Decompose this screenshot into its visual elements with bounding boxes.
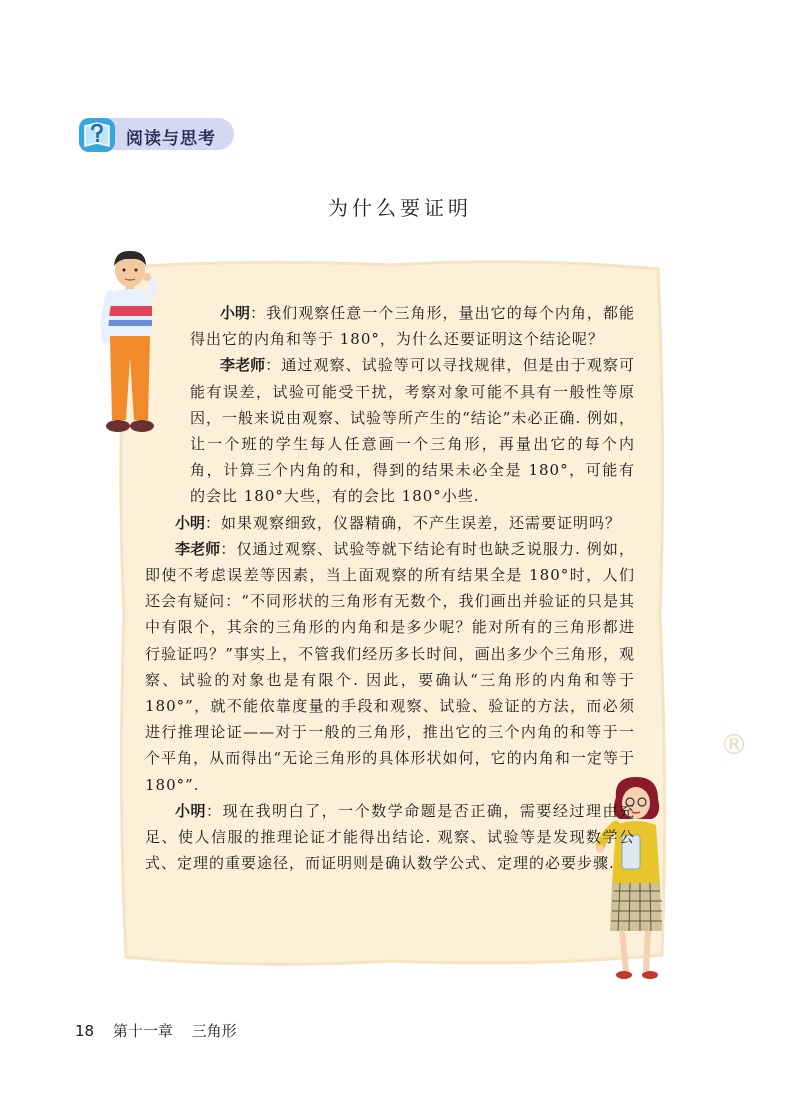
speaker-label: 小明 (175, 513, 206, 532)
dialogue-text: ：现在我明白了，一个数学命题是否正确，需要经过理由充足、使人信服的推理论证才能得出结论. 观察、试验等是发现数学公式、定理的重要途径，而证明则是确认数学公式、定理的必要步骤. (145, 801, 635, 873)
registered-watermark: ® (720, 728, 748, 761)
speaker-label: 李老师 (175, 539, 221, 558)
badge-label: 阅读与思考 (126, 129, 216, 149)
page-footer (75, 1020, 237, 1041)
question-book-icon (78, 116, 116, 154)
chapter-number: 第十一章 (112, 1022, 173, 1040)
chapter-title: 三角形 (191, 1022, 237, 1040)
dialogue-text: ：如果观察细致，仪器精确，不产生误差，还需要证明吗？ (205, 513, 622, 532)
dialogue-paragraph-5 (145, 798, 635, 877)
section-badge (78, 116, 236, 154)
page-title: 为什么要证明 (328, 196, 472, 220)
dialogue-paragraph-4 (145, 536, 635, 798)
dialogue-text: ：我们观察任意一个三角形，量出它的每个内角，都能得出它的内角和等于 180°，为什么还要证明这个结论呢？ (190, 304, 635, 349)
page-number: 18 (75, 1022, 95, 1040)
dialogue-paragraph-2 (145, 352, 635, 509)
dialogue-text: ：仅通过观察、试验等就下结论有时也缺乏说服力. 例如，即使不考虑误差等因素，当上面观察的所有结果全是 180°时，人们还会有疑问：“不同形状的三角形有无数个，我们画出并验证的只是其中有限个，其余的三角形的内角和是多少呢？能对所有的三角形都进行验证吗？”事实上，不管我们经历多长时间，画出多少个三角形，观察、试验的对象也是有限个. 因此，要确认“三角形的内角和等于 180°”，就不能依靠度量的手段和观察、试验、验证的方法，而必须进行推理论证——对于一般的三角形，推出它的三个内角的和等于一个平角，从而得出“无论三角形的具体形状如何，它的内角和一定等于 180°”. (145, 539, 635, 794)
dialogue-paragraph-1 (145, 300, 635, 352)
dialogue-paragraph-3 (145, 510, 635, 536)
dialogue-text: ：通过观察、试验等可以寻找规律，但是由于观察可能有误差，试验可能受干扰，考察对象可能不具有一般性等原因，一般来说由观察、试验等所产生的“结论”未必正确. 例如，让一个班的学生每人任意画一个三角形，再量出它的每个内角，计算三个内角的和，得到的结果未必全是 180°，可能有的会比 180°大些，有的会比 180°小些. (190, 356, 635, 506)
speaker-label: 小明 (175, 801, 207, 820)
speaker-label: 小明 (220, 304, 251, 322)
dialogue-block (145, 300, 635, 876)
speaker-label: 李老师 (220, 356, 266, 375)
